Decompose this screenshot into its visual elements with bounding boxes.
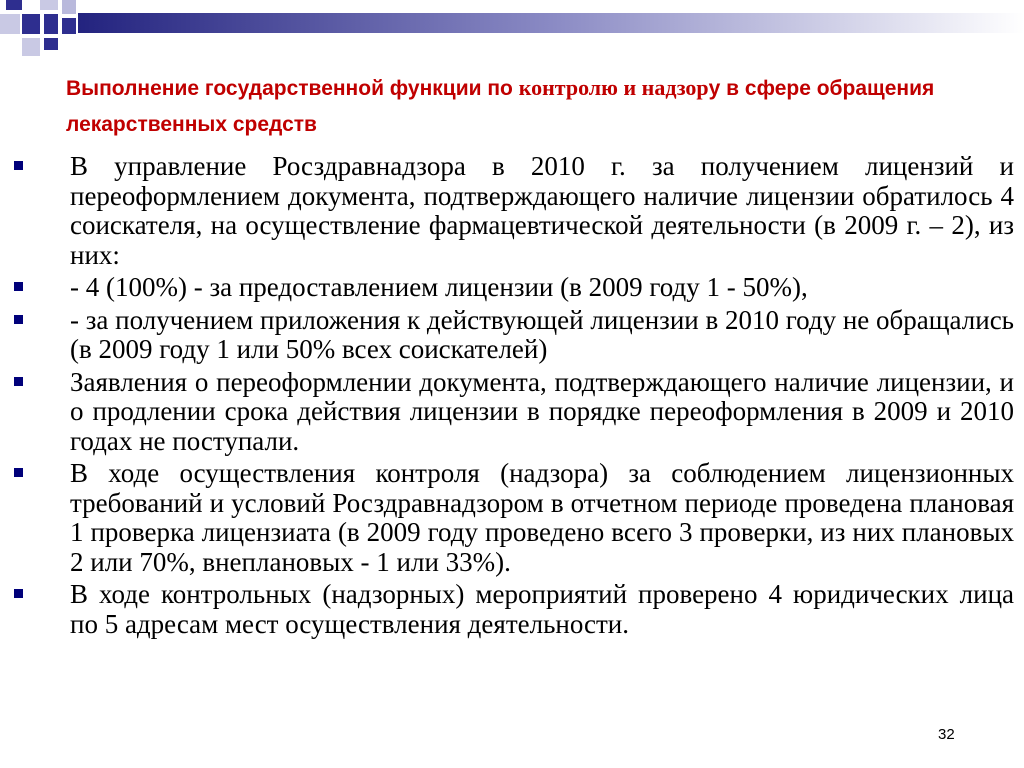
list-item (12, 459, 1014, 577)
title-part: Выполнение государственной функции по (66, 77, 519, 100)
title-part: у в сфере обращения лекарственных средств (66, 77, 935, 136)
square-bullet-icon (14, 315, 23, 324)
square-bullet-icon (14, 589, 23, 598)
list-item-text: В ходе осуществления контроля (надзора) за соблюдением лицензионных требований и условий Росздравнадзором в отчетном периоде проведена плановая 1 проверка лицензиата (в 2009 году проведено всего 3 проверки, из них плановых 2 или 70%, внеплановых - 1 или 33%). (70, 458, 1014, 577)
list-item (12, 368, 1014, 457)
square-bullet-icon (14, 377, 23, 386)
square-bullet-icon (14, 282, 23, 291)
list-item (12, 152, 1014, 270)
deco-square (62, 0, 76, 14)
deco-square (62, 18, 76, 34)
deco-square (40, 0, 58, 10)
deco-square (0, 14, 20, 34)
list-item-text: В управление Росздравнадзора в 2010 г. за получением лицензий и переоформлением документа, подтверждающего наличие лицензии обратилось 4 соискателя, на осуществление фармацевтической деятельности (в 2009 г. – 2), из них: (70, 151, 1014, 270)
list-item (12, 273, 1014, 303)
deco-square (22, 14, 40, 34)
square-bullet-icon (14, 161, 23, 170)
deco-square (44, 14, 58, 34)
deco-square (44, 38, 58, 50)
header-gradient-band (78, 13, 1024, 33)
list-item (12, 306, 1014, 365)
slide-title (66, 70, 1006, 143)
deco-square (6, 0, 22, 10)
page-number: 32 (938, 726, 955, 743)
square-bullet-icon (14, 468, 23, 477)
title-word-control: контролю (518, 75, 618, 100)
deco-square (22, 38, 40, 56)
list-item-text: - 4 (100%) - за предоставлением лицензии (в 2009 году 1 - 50%), (70, 272, 808, 302)
bullet-list (12, 152, 1014, 642)
header-decoration (0, 0, 1024, 80)
list-item (12, 580, 1014, 639)
list-item-text: - за получением приложения к действующей лицензии в 2010 году не обращались (в 2009 году 1 или 50% всех соискателей) (70, 304, 1014, 364)
title-word-supervision: надзор (641, 75, 709, 100)
list-item-text: В ходе контрольных (надзорных) мероприятий проверено 4 юридических лица по 5 адресам мест осуществления деятельности. (70, 579, 1014, 639)
title-part: и (617, 75, 642, 100)
list-item-text: Заявления о переоформлении документа, подтверждающего наличие лицензии, и о продлении срока действия лицензии в порядке переоформления в 2009 и 2010 годах не поступали. (70, 366, 1014, 456)
